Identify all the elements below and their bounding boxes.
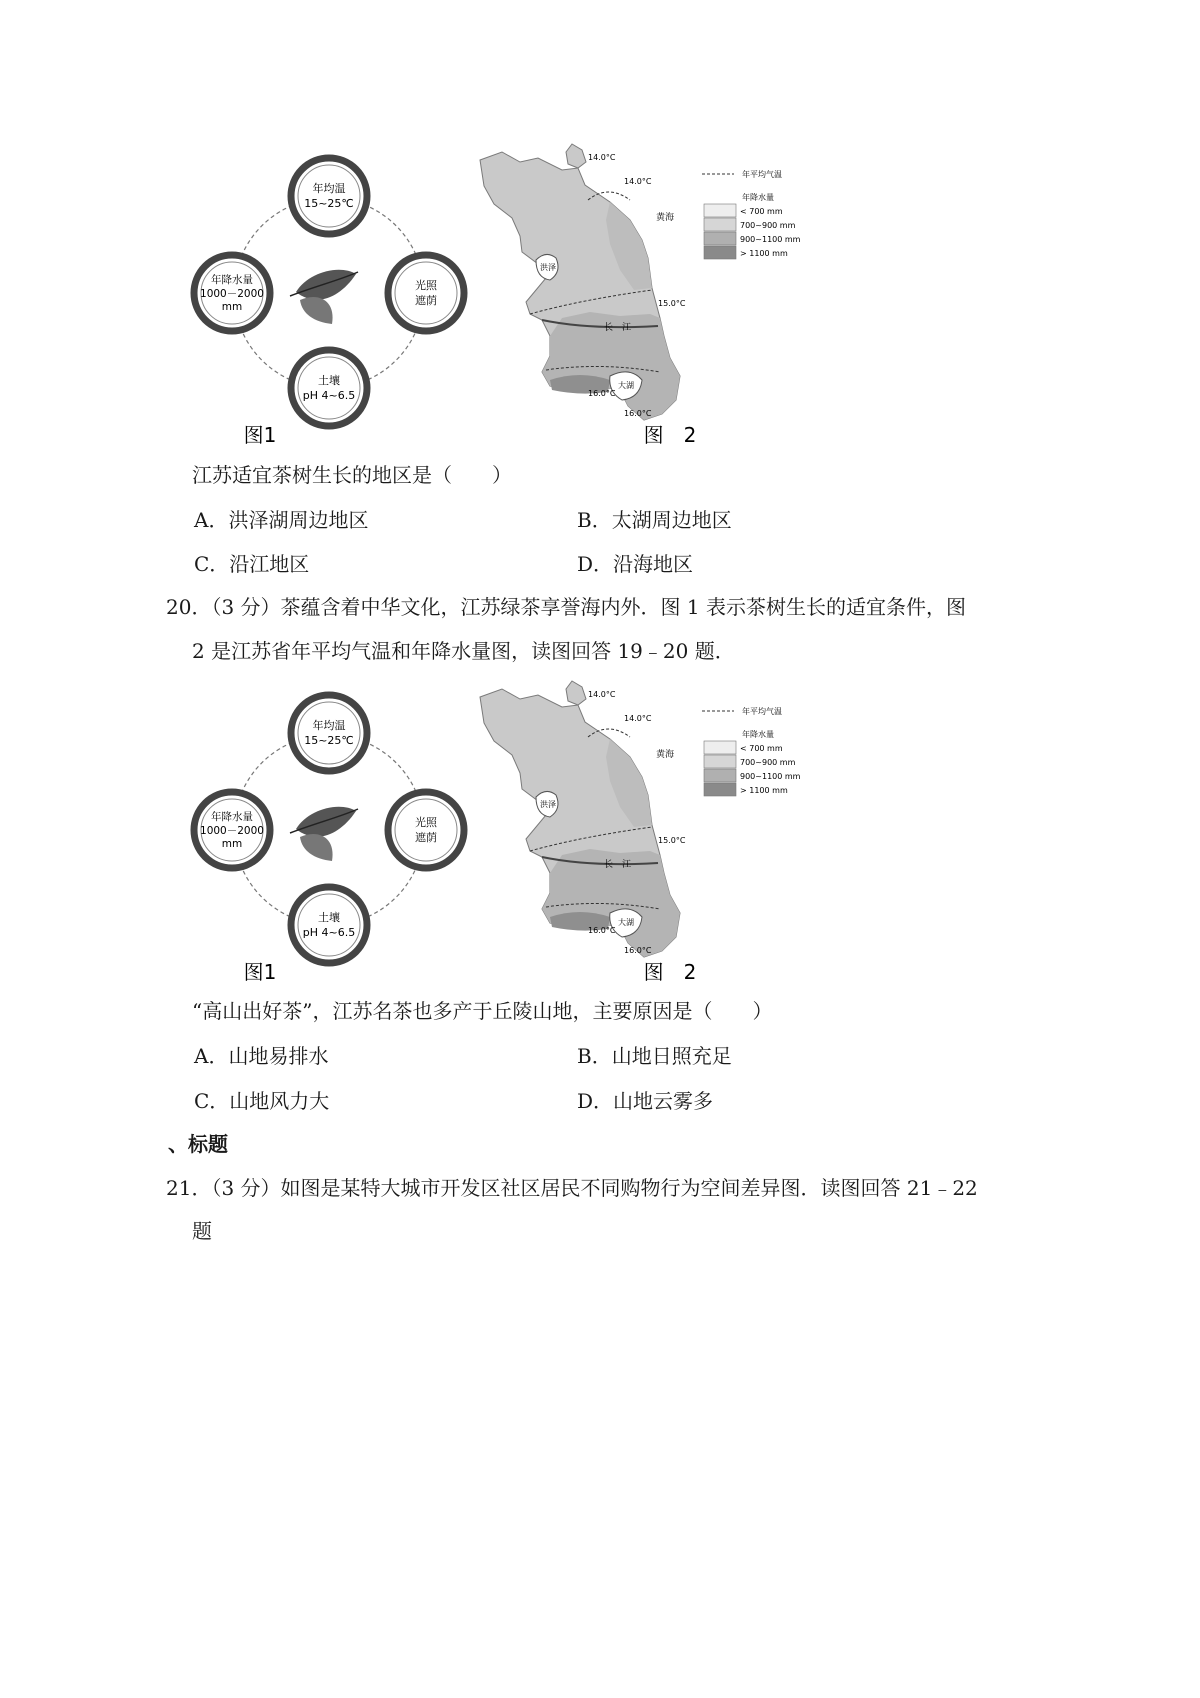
map-label-coast: 黄海 [656, 213, 675, 223]
circle-left-line2-2: 1000－2000 [200, 825, 264, 837]
figure-1-caption-2: 图1 [243, 960, 277, 984]
circle-left-line1-2: 年降水量 [211, 811, 253, 823]
q19-option-a[interactable]: A．洪泽湖周边地区 [194, 508, 369, 532]
q21-line2: 题 [192, 1219, 212, 1243]
map-legend [702, 169, 801, 259]
circle-bottom-line2: pH 4~6.5 [302, 389, 356, 402]
legend-item-1: < 700 mm [740, 207, 783, 216]
q19-option-b[interactable]: B．太湖周边地区 [577, 508, 732, 532]
circle-left-line2: 1000－2000 [200, 288, 264, 300]
circle-top-line2-2: 15~25℃ [304, 734, 354, 747]
isotherm-label-5-2: 16.0°C [624, 946, 652, 955]
isotherm-label-5: 16.0°C [624, 409, 652, 418]
q20-option-c[interactable]: C．山地风力大 [194, 1089, 330, 1113]
q21-line1: 21．（3 分）如图是某特大城市开发区社区居民不同购物行为空间差异图．读图回答 21﹣22 [166, 1176, 978, 1200]
figure-2-caption-2: 图 2 [643, 960, 697, 984]
legend-item-1-2: < 700 mm [740, 744, 783, 753]
section-heading: 、标题 [168, 1132, 228, 1156]
circle-right-line2-2: 遮荫 [415, 831, 437, 844]
legend-swatch-2-2 [704, 755, 736, 768]
circle-left-line1: 年降水量 [211, 274, 253, 286]
map-legend-2 [702, 706, 801, 796]
legend-item-3: 900~1100 mm [740, 235, 801, 244]
map-label-yangtze-2: 长 江 [604, 860, 632, 870]
q20-intro-line1: 20．（3 分）茶蕴含着中华文化，江苏绿茶享誉海内外．图 1 表示茶树生长的适宜条件，图 [166, 595, 966, 619]
map-label-coast-2: 黄海 [656, 750, 675, 760]
legend-swatch-4-2 [704, 783, 736, 796]
isotherm-label-4: 16.0°C [588, 389, 616, 398]
figure-2-caption: 图 2 [643, 423, 697, 447]
jiangsu-map-2 [480, 681, 801, 984]
legend-item-2-2: 700~900 mm [740, 758, 796, 767]
q20-option-d[interactable]: D．山地云雾多 [577, 1089, 714, 1113]
q20-intro-line2: 2 是江苏省年平均气温和年降水量图，读图回答 19﹣20 题． [192, 639, 735, 663]
circle-right-line2: 遮荫 [415, 294, 437, 307]
north-tip-2 [566, 681, 586, 705]
legend-swatch-3-2 [704, 769, 736, 782]
circle-bottom-line2-2: pH 4~6.5 [302, 926, 356, 939]
isotherm-label-2: 14.0°C [624, 177, 652, 186]
circle-precipitation [194, 255, 270, 331]
isotherm-label-1: 14.0°C [588, 153, 616, 162]
map-label-yangtze: 长 江 [604, 323, 632, 333]
map-label-taihu-2: 大湖 [618, 918, 634, 927]
figure-1-caption: 图1 [243, 423, 277, 447]
figure-block-1 [190, 140, 910, 460]
tea-conditions-diagram [194, 158, 464, 447]
legend-swatch-1 [704, 204, 736, 217]
tea-conditions-diagram-2 [194, 695, 464, 984]
legend-item-4-2: > 1100 mm [740, 786, 788, 795]
map-label-hongze-2: 洪泽 [540, 800, 556, 809]
circle-right-line1-2: 光照 [415, 816, 437, 829]
circle-soil [291, 350, 367, 426]
q19-option-d[interactable]: D．沿海地区 [577, 552, 694, 576]
circle-left-line3-2: mm [221, 838, 243, 850]
isotherm-label-3-2: 15.0°C [658, 836, 686, 845]
circle-light-2 [388, 792, 464, 868]
isotherm-label-2-2: 14.0°C [624, 714, 652, 723]
circle-temperature-2 [291, 695, 367, 771]
circle-soil-2 [291, 887, 367, 963]
q20-option-b[interactable]: B．山地日照充足 [577, 1044, 732, 1068]
q20-option-a[interactable]: A．山地易排水 [194, 1044, 329, 1068]
legend-isotherm-label-2: 年平均气温 [742, 707, 782, 716]
circle-precipitation-2 [194, 792, 270, 868]
circle-bottom-line1: 土壤 [318, 374, 340, 387]
legend-isotherm-label: 年平均气温 [742, 170, 782, 179]
q19-option-c[interactable]: C．沿江地区 [194, 552, 310, 576]
legend-item-3-2: 900~1100 mm [740, 772, 801, 781]
legend-swatch-2 [704, 218, 736, 231]
tea-leaf-icon [290, 270, 358, 324]
circle-top-line1-2: 年均温 [312, 719, 346, 732]
q20-stem: “高山出好茶”，江苏名茶也多产于丘陵山地，主要原因是（ ） [192, 999, 773, 1023]
isotherm-label-4-2: 16.0°C [588, 926, 616, 935]
map-label-taihu: 大湖 [618, 381, 634, 390]
circle-light [388, 255, 464, 331]
circle-temperature [291, 158, 367, 234]
legend-item-4: > 1100 mm [740, 249, 788, 258]
tea-leaf-icon [290, 807, 358, 861]
legend-precip-title: 年降水量 [742, 193, 774, 202]
circle-right-line1: 光照 [415, 279, 437, 292]
map-label-hongze: 洪泽 [540, 263, 556, 272]
circle-left-line3: mm [221, 301, 243, 313]
legend-swatch-3 [704, 232, 736, 245]
isotherm-label-1-2: 14.0°C [588, 690, 616, 699]
figure-1-and-2 [190, 140, 910, 460]
legend-item-2: 700~900 mm [740, 221, 796, 230]
figure-block-2 [190, 677, 910, 997]
isotherm-label-3: 15.0°C [658, 299, 686, 308]
north-tip [566, 144, 586, 168]
jiangsu-map [480, 144, 801, 447]
figure-1-and-2-repeat [190, 677, 910, 997]
circle-top-line2: 15~25℃ [304, 197, 354, 210]
legend-swatch-1-2 [704, 741, 736, 754]
legend-precip-title-2: 年降水量 [742, 730, 774, 739]
circle-bottom-line1-2: 土壤 [318, 911, 340, 924]
legend-swatch-4 [704, 246, 736, 259]
circle-top-line1: 年均温 [312, 182, 346, 195]
q19-stem: 江苏适宜茶树生长的地区是（ ） [192, 463, 512, 487]
